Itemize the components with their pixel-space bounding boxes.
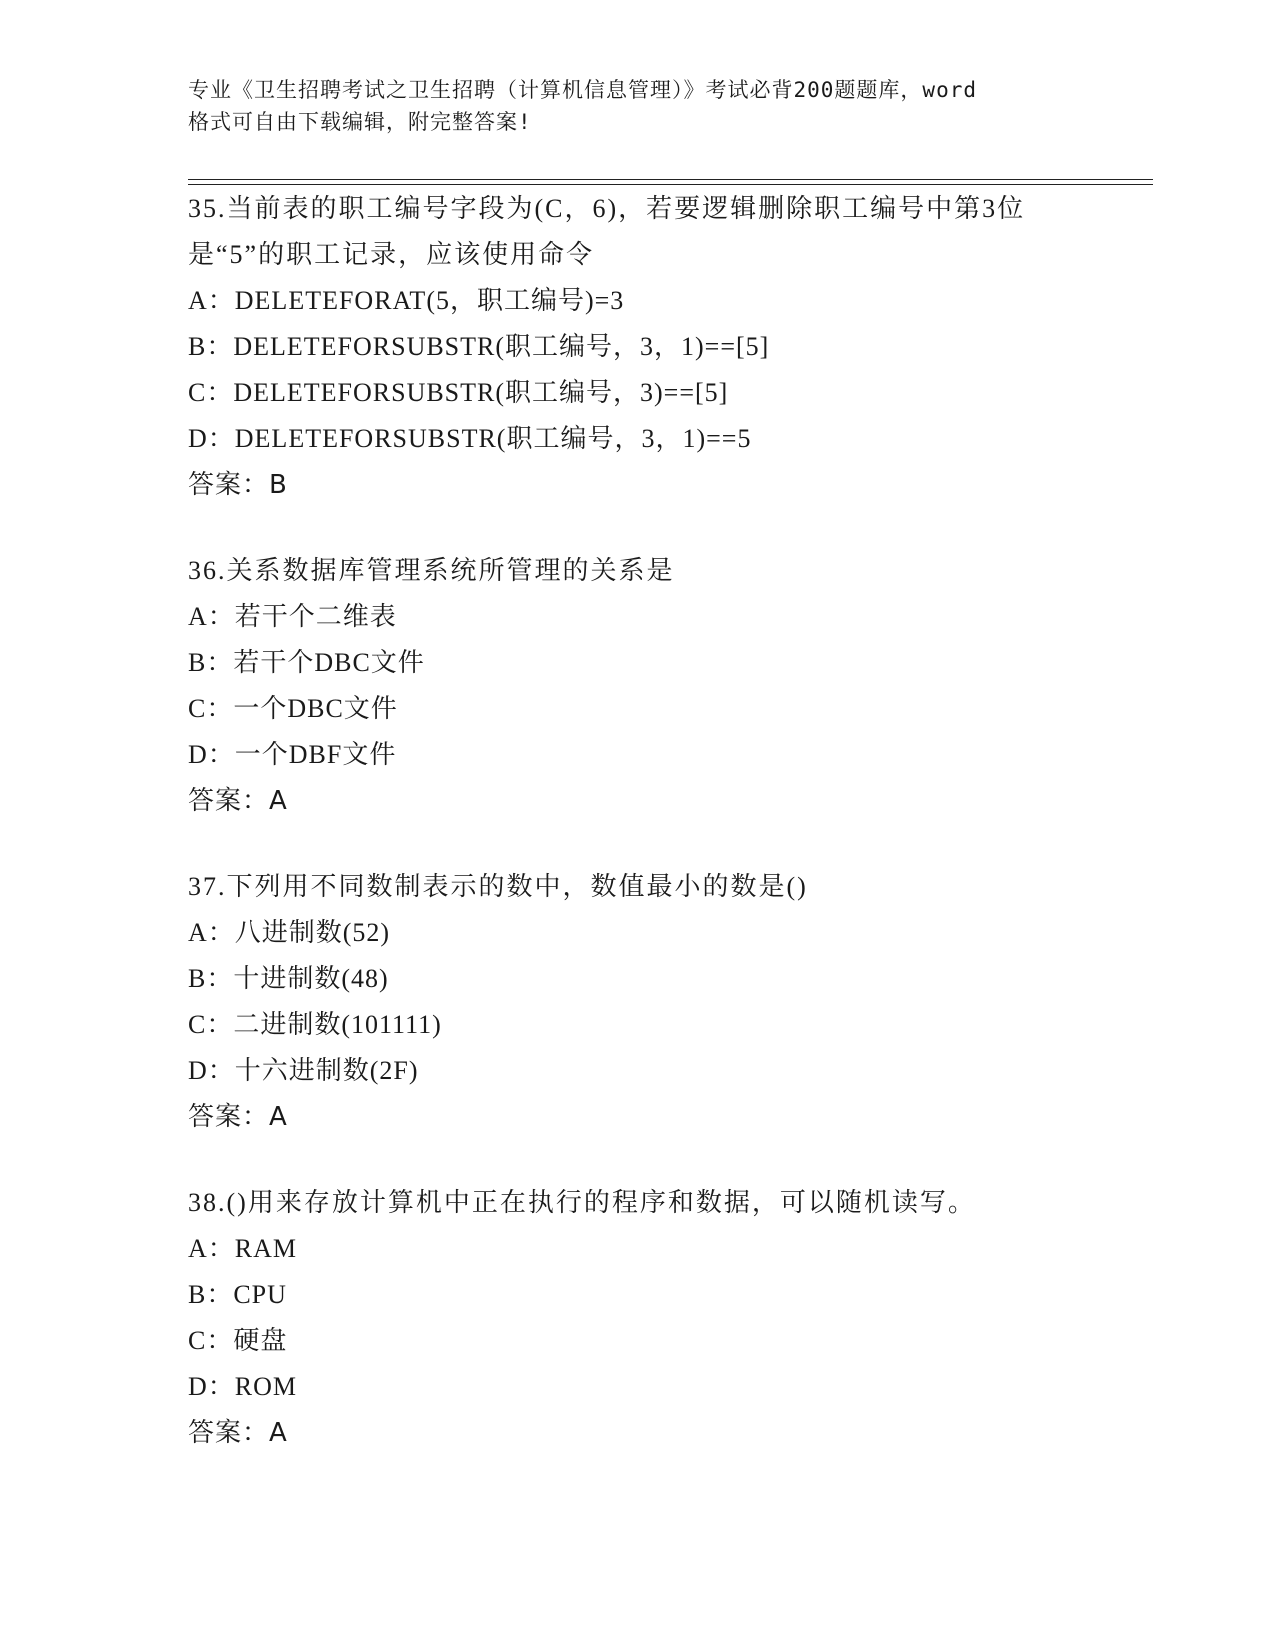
header-line-2: 格式可自由下载编辑，附完整答案! (188, 110, 532, 134)
option-b: B：DELETEFORSUBSTR(职工编号，3，1)==[5] (188, 332, 770, 361)
answer-label: 答案：A (188, 1102, 288, 1132)
option-d: D：DELETEFORSUBSTR(职工编号，3，1)==5 (188, 424, 752, 453)
option-d: D：ROM (188, 1372, 298, 1401)
question-stem-line-1: 37.下列用不同数制表示的数中，数值最小的数是() (188, 872, 808, 901)
question-37 (188, 864, 1088, 1140)
option-d: D：十六进制数(2F) (188, 1056, 419, 1085)
question-38 (188, 1180, 1088, 1456)
option-c: C：DELETEFORSUBSTR(职工编号，3)==[5] (188, 378, 729, 407)
option-d: D：一个DBF文件 (188, 740, 397, 769)
header-line-1: 专业《卫生招聘考试之卫生招聘（计算机信息管理）》考试必背200题题库，word (188, 78, 977, 102)
option-b: B：十进制数(48) (188, 964, 389, 993)
header-divider-top (188, 179, 1153, 180)
option-a: A：若干个二维表 (188, 602, 397, 631)
option-c: C：硬盘 (188, 1326, 288, 1355)
option-b: B：CPU (188, 1280, 287, 1309)
answer-label: 答案：A (188, 1418, 288, 1448)
question-stem-line-1: 35.当前表的职工编号字段为(C，6)，若要逻辑删除职工编号中第3位 (188, 194, 1026, 223)
header-divider-bottom (188, 184, 1153, 185)
option-c: C：一个DBC文件 (188, 694, 398, 723)
question-stem-line-2: 是“5”的职工记录，应该使用命令 (188, 240, 595, 269)
question-36 (188, 548, 1088, 824)
question-stem-line-1: 36.关系数据库管理系统所管理的关系是 (188, 556, 675, 585)
option-a: A：RAM (188, 1234, 298, 1263)
option-b: B：若干个DBC文件 (188, 648, 425, 677)
option-c: C：二进制数(101111) (188, 1010, 442, 1039)
document-header (188, 74, 1088, 138)
answer-label: 答案：B (188, 470, 288, 500)
option-a: A：八进制数(52) (188, 918, 391, 947)
question-35 (188, 186, 1088, 508)
question-stem-line-1: 38.()用来存放计算机中正在执行的程序和数据，可以随机读写。 (188, 1188, 976, 1217)
answer-label: 答案：A (188, 786, 288, 816)
option-a: A：DELETEFORAT(5，职工编号)=3 (188, 286, 625, 315)
